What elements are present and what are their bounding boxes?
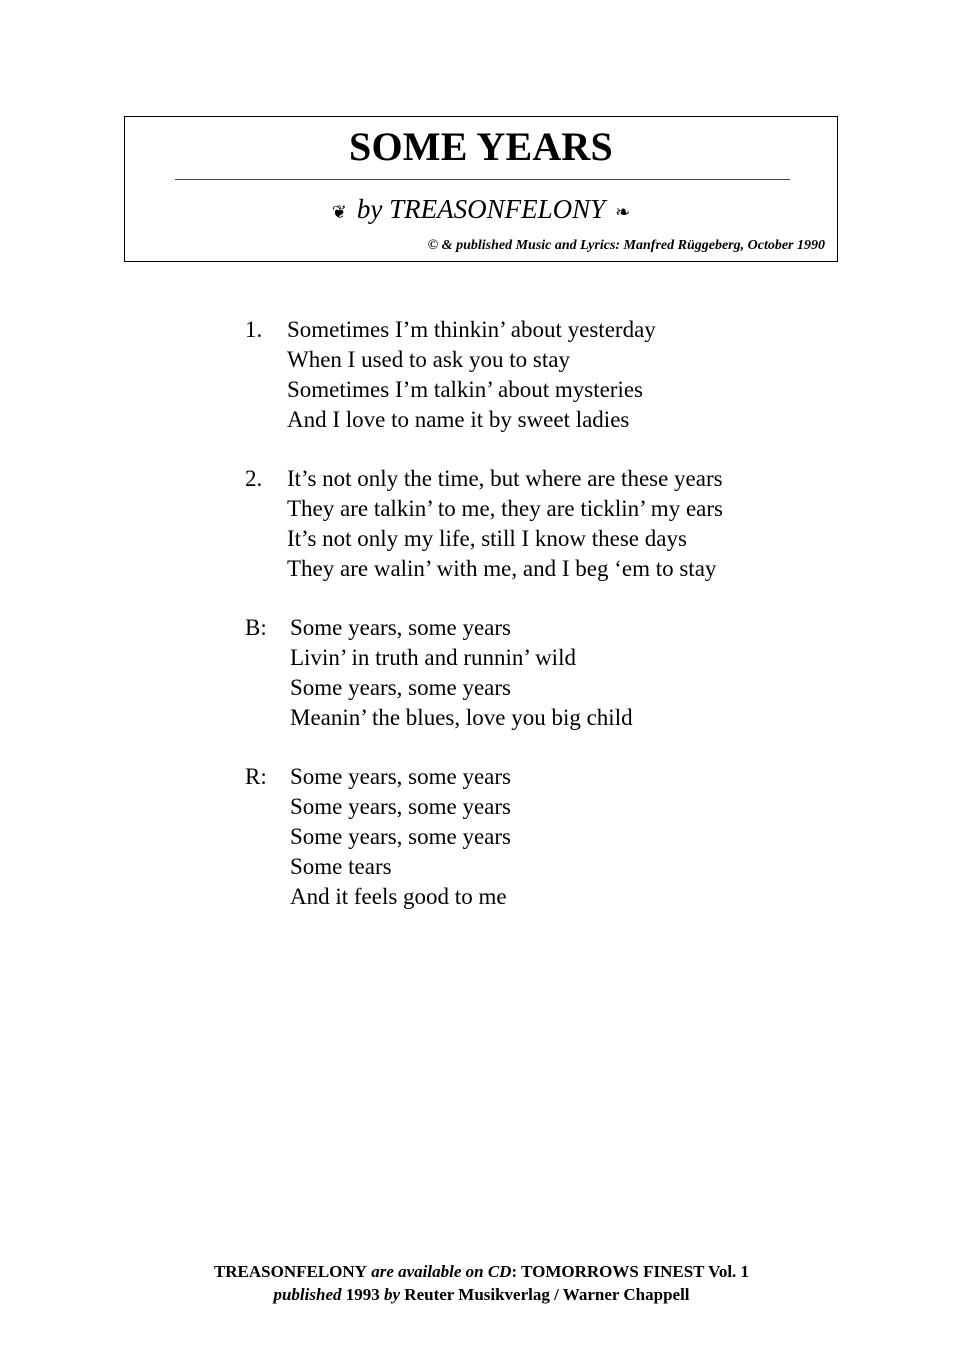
verse-label: 2. xyxy=(245,466,263,491)
lyric-line: Some years, some years xyxy=(290,764,511,789)
lyric-line: When I used to ask you to stay xyxy=(287,347,570,372)
lyric-line: Some years, some years xyxy=(290,615,511,640)
lyric-line: Livin’ in truth and runnin’ wild xyxy=(290,645,576,670)
footer-band-name: TREASONFELONY xyxy=(213,1262,367,1281)
verse-lines xyxy=(290,613,633,733)
footer-line-2 xyxy=(0,1283,963,1306)
lyric-line: Meanin’ the blues, love you big child xyxy=(290,705,633,730)
byline-text: by TREASONFELONY xyxy=(356,194,606,224)
footer-availability: are available on CD xyxy=(366,1262,512,1281)
footer-published-word: published xyxy=(273,1285,342,1304)
floral-heart-right-icon: ❧ xyxy=(615,201,631,222)
footer-by-word: by xyxy=(384,1285,401,1304)
lyric-line: Some tears xyxy=(290,854,392,879)
floral-heart-left-icon: ❦ xyxy=(331,201,347,222)
lyric-line: Some years, some years xyxy=(290,824,511,849)
verse-label: R: xyxy=(245,764,267,789)
lyric-line: It’s not only the time, but where are these years xyxy=(287,466,723,491)
lyric-line: Sometimes I’m thinkin’ about yesterday xyxy=(287,317,656,342)
title-box xyxy=(124,116,838,262)
footer-line-1 xyxy=(0,1260,963,1283)
footer-year: 1993 xyxy=(341,1285,384,1304)
footer-publisher: Reuter Musikverlag / Warner Chappell xyxy=(400,1285,690,1304)
verse-lines xyxy=(287,464,723,584)
lyric-line: They are walin’ with me, and I beg ‘em to stay xyxy=(287,556,717,581)
footer-album: : TOMORROWS FINEST Vol. 1 xyxy=(511,1262,750,1281)
verse-label: B: xyxy=(245,615,267,640)
verse-lines xyxy=(290,762,511,912)
page-title: SOME YEARS xyxy=(349,124,613,169)
lyric-line: And I love to name it by sweet ladies xyxy=(287,407,630,432)
lyric-line: Sometimes I’m talkin’ about mysteries xyxy=(287,377,644,402)
lyric-line: Some years, some years xyxy=(290,794,511,819)
footer-note xyxy=(0,1260,963,1306)
verse-label: 1. xyxy=(245,317,263,342)
verse-lines xyxy=(287,315,656,435)
lyric-line: It’s not only my life, still I know these days xyxy=(287,526,687,551)
lyric-line: They are talkin’ to me, they are ticklin’ my ears xyxy=(287,496,723,521)
copyright-notice: © & published Music and Lyrics: Manfred Rüggeberg, October 1990 xyxy=(427,238,825,253)
lyric-line: Some years, some years xyxy=(290,675,511,700)
title-rule xyxy=(175,179,790,180)
byline xyxy=(125,192,837,229)
lyric-line: And it feels good to me xyxy=(290,884,507,909)
